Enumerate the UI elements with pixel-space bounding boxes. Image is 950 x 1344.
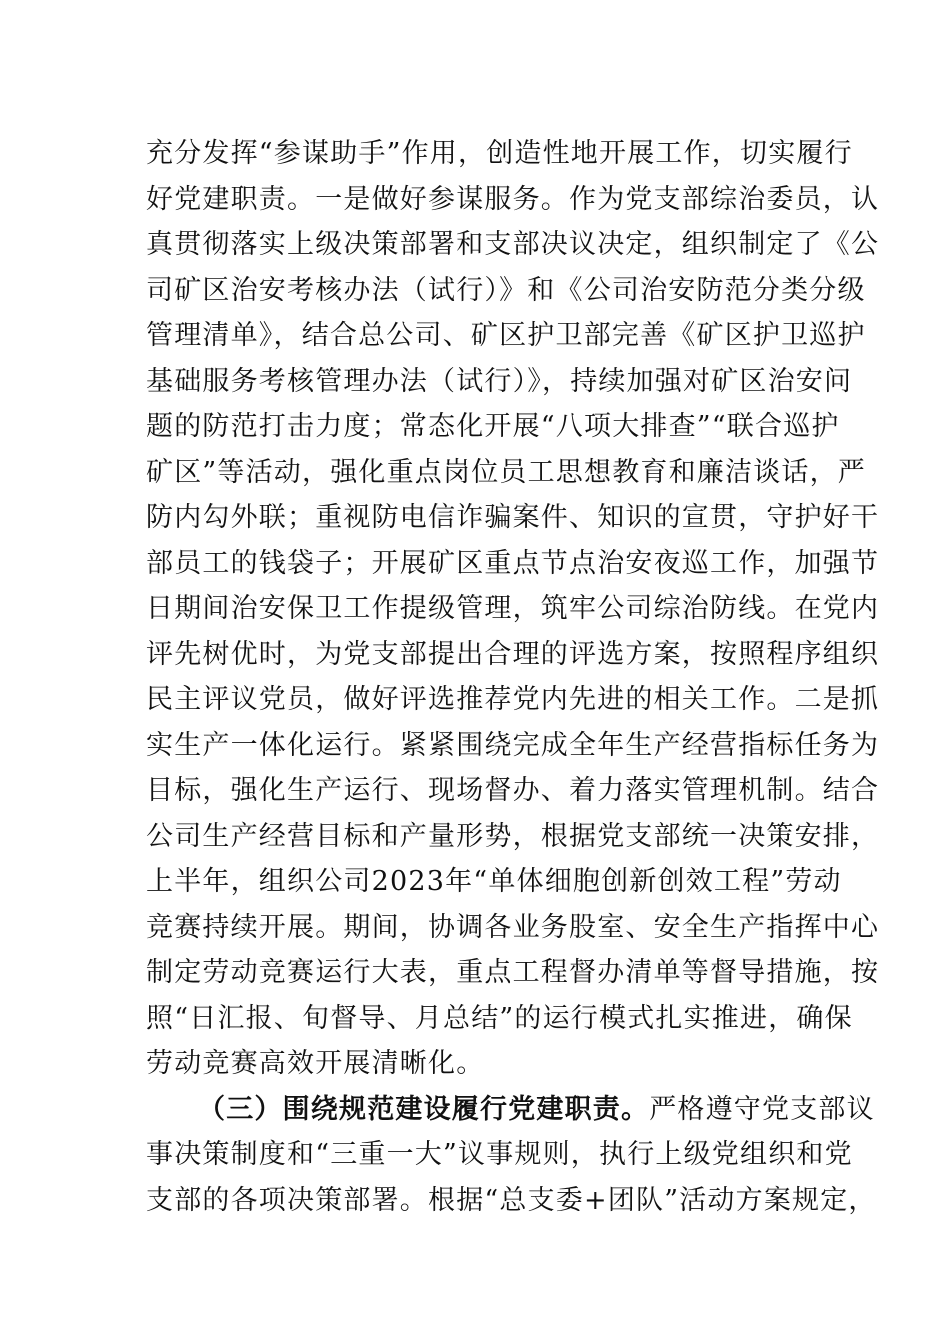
- text-line: 防内勾外联；重视防电信诈骗案件、知识的宣贯，守护好干: [146, 502, 880, 533]
- text-line: 制定劳动竞赛运行大表，重点工程督办清单等督导措施，按: [146, 957, 880, 988]
- text-line: 目标，强化生产运行、现场督办、着力落实管理机制。结合: [146, 775, 880, 806]
- text-line: 管理清单》，结合总公司、矿区护卫部完善《矿区护卫巡护: [146, 320, 866, 351]
- text-line: 题的防范打击力度；常态化开展“八项大排查”“联合巡护: [146, 411, 840, 442]
- text-line: 实生产一体化运行。紧紧围绕完成全年生产经营指标任务为: [146, 729, 880, 761]
- text-line: 劳动竞赛高效开展清晰化。: [146, 1048, 485, 1079]
- text-line: 照“日汇报、旬督导、月总结”的运行模式扎实推进，确保: [146, 1002, 853, 1034]
- text-line: 竞赛持续开展。期间，协调各业务股室、安全生产指挥中心: [146, 911, 880, 943]
- text-line: 公司生产经营目标和产量形势，根据党支部统一决策安排，: [146, 820, 880, 852]
- text-line: 支部的各项决策部署。根据“总支委+团队”活动方案规定，: [146, 1184, 877, 1216]
- text-line: 真贯彻落实上级决策部署和支部决议决定，组织制定了《公: [146, 229, 880, 260]
- text-line: 司矿区治安考核办法（试行）》和《公司治安防范分类分级: [146, 274, 866, 306]
- text-line: 日期间治安保卫工作提级管理，筑牢公司综治防线。在党内: [146, 593, 880, 624]
- text-line: 上半年，组织公司2023年“单体细胞创新创效工程”劳动: [146, 866, 842, 897]
- text-line: 好党建职责。一是做好参谋服务。作为党支部综治委员，认: [146, 183, 880, 215]
- text-line: 事决策制度和“三重一大”议事规则，执行上级党组织和党: [146, 1139, 853, 1170]
- section-heading-rest: 严格遵守党支部议: [649, 1093, 875, 1125]
- text-line: 部员工的钱袋子；开展矿区重点节点治安夜巡工作，加强节: [146, 547, 880, 579]
- text-line: 评先树优时，为党支部提出合理的评选方案，按照程序组织: [146, 638, 880, 670]
- text-line: 基础服务考核管理办法（试行）》，持续加强对矿区治安问: [146, 365, 853, 397]
- section-heading: （三）围绕规范建设履行党建职责。: [198, 1093, 650, 1125]
- body-text: [146, 131, 880, 1223]
- text-line: 矿区”等活动，强化重点岗位员工思想教育和廉洁谈话，严: [146, 456, 867, 488]
- section-heading-line: [146, 1087, 875, 1133]
- text-line: 充分发挥“参谋助手”作用，创造性地开展工作，切实履行: [146, 138, 853, 169]
- text-line: 民主评议党员，做好评选推荐党内先进的相关工作。二是抓: [146, 684, 880, 715]
